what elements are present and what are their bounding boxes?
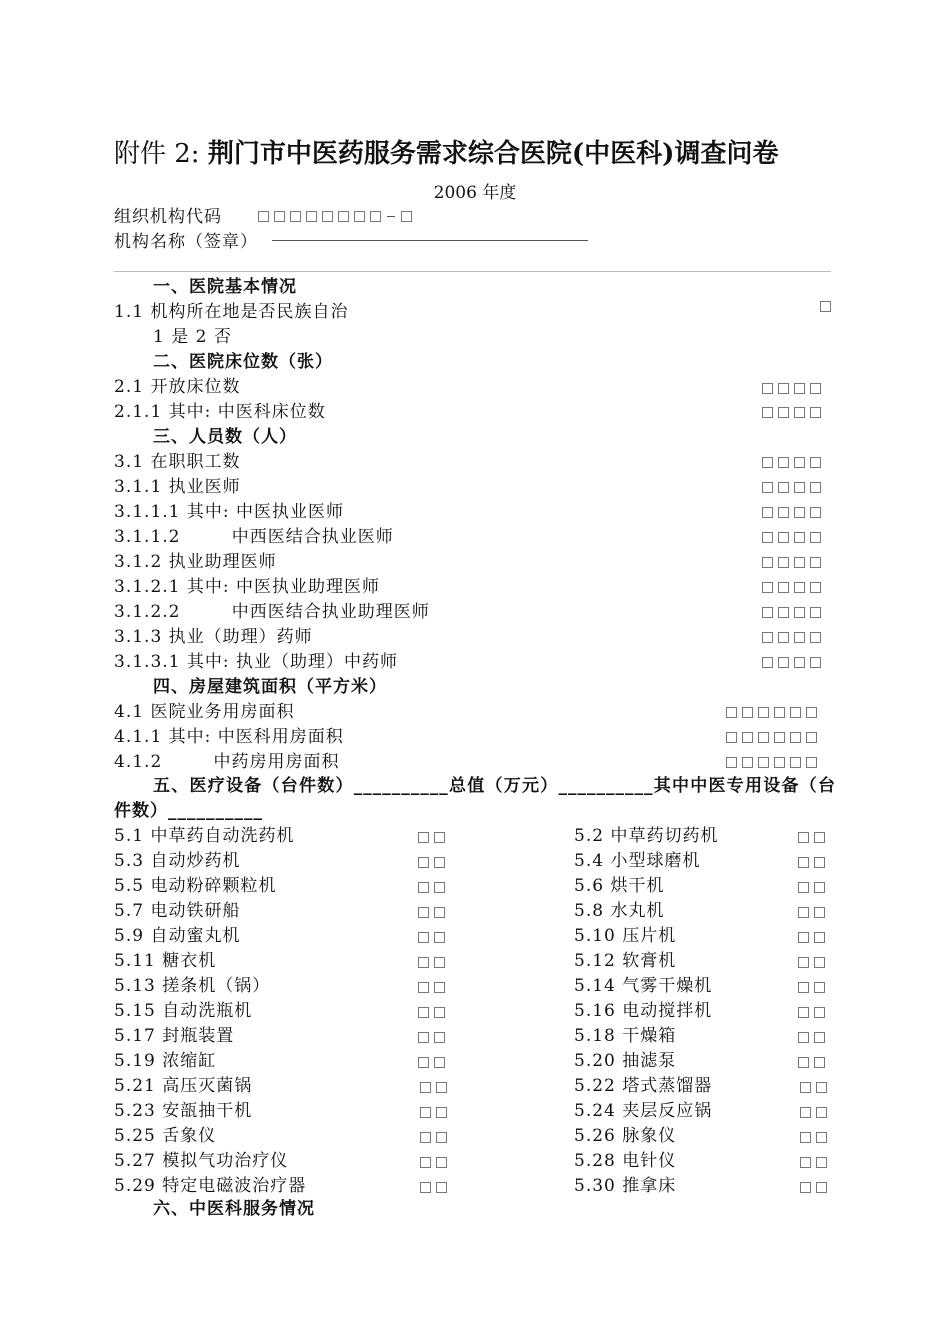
item-4-1-1: 4.1.1 其中: 中医科用房面积 (114, 727, 344, 747)
dash-separator (387, 216, 395, 217)
equipment-item-boxes[interactable] (798, 1057, 825, 1068)
org-code-boxes[interactable] (258, 211, 412, 222)
section-6-heading: 六、中医科服务情况 (153, 1199, 315, 1219)
item-1-1-box[interactable] (820, 301, 831, 312)
item-3-1-1-1: 3.1.1.1 其中: 中医执业医师 (114, 502, 345, 522)
equipment-item: 5.20 抽滤泵 (574, 1051, 677, 1071)
item-2-1-1-boxes[interactable] (762, 407, 821, 418)
equipment-item-boxes[interactable] (798, 932, 825, 943)
item-3-1-1: 3.1.1 执业医师 (114, 477, 241, 497)
equipment-item-boxes[interactable] (798, 982, 825, 993)
item-3-1-2: 3.1.2 执业助理医师 (114, 552, 277, 572)
signature-line[interactable] (272, 240, 588, 241)
item-3-1-3-1: 3.1.3.1 其中: 执业（助理）中药师 (114, 652, 399, 672)
item-3-1-boxes[interactable] (762, 457, 821, 468)
document-title (114, 133, 778, 170)
item-1-1: 1.1 机构所在地是否民族自治 (114, 302, 349, 322)
title-prefix: 附件 2: (114, 139, 208, 169)
equipment-item-boxes[interactable] (798, 907, 825, 918)
equipment-item: 5.25 舌象仪 (114, 1126, 217, 1146)
equipment-item: 5.19 浓缩缸 (114, 1051, 217, 1071)
equipment-item: 5.7 电动铁研船 (114, 901, 241, 921)
equipment-item-boxes[interactable] (800, 1082, 827, 1093)
year-label: 2006 年度 (433, 183, 517, 203)
item-3-1-3-1-boxes[interactable] (762, 657, 821, 668)
equipment-item: 5.26 脉象仪 (574, 1126, 677, 1146)
org-name-row (114, 227, 258, 252)
equipment-item: 5.22 塔式蒸馏器 (574, 1076, 713, 1096)
equipment-item: 5.14 气雾干燥机 (574, 976, 713, 996)
equipment-item-boxes[interactable] (800, 1107, 827, 1118)
equipment-item: 5.10 压片机 (574, 926, 677, 946)
section-3-heading: 三、人员数（人） (153, 427, 297, 447)
item-4-1: 4.1 医院业务用房面积 (114, 702, 295, 722)
equipment-item-boxes[interactable] (798, 1007, 825, 1018)
equipment-item-boxes[interactable] (800, 1157, 827, 1168)
item-3-1-2-2: 3.1.2.2 中西医结合执业助理医师 (114, 602, 430, 622)
equipment-item: 5.13 搓条机（锅） (114, 976, 271, 996)
equipment-item-boxes[interactable] (418, 982, 445, 993)
equipment-item: 5.23 安瓿抽干机 (114, 1101, 253, 1121)
equipment-item: 5.9 自动蜜丸机 (114, 926, 241, 946)
item-4-1-boxes[interactable] (726, 707, 817, 718)
item-4-1-1-boxes[interactable] (726, 732, 817, 743)
equipment-item-boxes[interactable] (418, 857, 445, 868)
equipment-item-boxes[interactable] (418, 1057, 445, 1068)
item-4-1-2-boxes[interactable] (726, 757, 817, 768)
item-2-1-1: 2.1.1 其中: 中医科床位数 (114, 402, 326, 422)
item-3-1-1-boxes[interactable] (762, 482, 821, 493)
equipment-item-boxes[interactable] (418, 1007, 445, 1018)
equipment-item: 5.11 糖衣机 (114, 951, 217, 971)
equipment-item-boxes[interactable] (418, 957, 445, 968)
item-3-1-2-2-boxes[interactable] (762, 607, 821, 618)
equipment-item: 5.12 软膏机 (574, 951, 677, 971)
equipment-item-boxes[interactable] (420, 1132, 447, 1143)
section-2-heading: 二、医院床位数（张） (153, 352, 333, 372)
equipment-item: 5.16 电动搅拌机 (574, 1001, 713, 1021)
equipment-item: 5.6 烘干机 (574, 876, 665, 896)
equipment-item: 5.3 自动炒药机 (114, 851, 241, 871)
equipment-item: 5.17 封瓶装置 (114, 1026, 235, 1046)
item-2-1: 2.1 开放床位数 (114, 377, 241, 397)
equipment-item-boxes[interactable] (798, 1032, 825, 1043)
section-4-heading: 四、房屋建筑面积（平方米） (153, 677, 387, 697)
equipment-item: 5.18 干燥箱 (574, 1026, 677, 1046)
equipment-item-boxes[interactable] (418, 882, 445, 893)
equipment-item: 5.21 高压灭菌锅 (114, 1076, 253, 1096)
item-1-1-options: 1 是 2 否 (153, 327, 232, 347)
item-3-1-3: 3.1.3 执业（助理）药师 (114, 627, 313, 647)
item-3-1-2-1-boxes[interactable] (762, 582, 821, 593)
equipment-item: 5.2 中草药切药机 (574, 826, 719, 846)
org-code-row (114, 202, 412, 227)
equipment-item: 5.8 水丸机 (574, 901, 665, 921)
equipment-item: 5.4 小型球磨机 (574, 851, 701, 871)
equipment-item-boxes[interactable] (798, 857, 825, 868)
equipment-item-boxes[interactable] (800, 1182, 827, 1193)
equipment-item: 5.1 中草药自动洗药机 (114, 826, 295, 846)
item-3-1-2-boxes[interactable] (762, 557, 821, 568)
item-3-1-1-1-boxes[interactable] (762, 507, 821, 518)
equipment-item-boxes[interactable] (420, 1157, 447, 1168)
org-name-label: 机构名称（签章） (114, 232, 258, 252)
title-main: 荆门市中医药服务需求综合医院(中医科)调查问卷 (207, 139, 779, 169)
equipment-item-boxes[interactable] (800, 1132, 827, 1143)
section-1-heading: 一、医院基本情况 (153, 277, 297, 297)
equipment-item: 5.15 自动洗瓶机 (114, 1001, 253, 1021)
equipment-item-boxes[interactable] (798, 832, 825, 843)
item-4-1-2: 4.1.2 中药房用房面积 (114, 752, 340, 772)
item-3-1-1-2-boxes[interactable] (762, 532, 821, 543)
equipment-item-boxes[interactable] (420, 1182, 447, 1193)
item-3-1-1-2: 3.1.1.2 中西医结合执业医师 (114, 527, 394, 547)
item-3-1-2-1: 3.1.2.1 其中: 中医执业助理医师 (114, 577, 381, 597)
equipment-item: 5.24 夹层反应锅 (574, 1101, 713, 1121)
equipment-item-boxes[interactable] (418, 1032, 445, 1043)
divider (114, 271, 831, 272)
item-3-1-3-boxes[interactable] (762, 632, 821, 643)
equipment-item: 5.27 模拟气功治疗仪 (114, 1151, 289, 1171)
equipment-item: 5.5 电动粉碎颗粒机 (114, 876, 277, 896)
equipment-item: 5.29 特定电磁波治疗器 (114, 1176, 307, 1196)
equipment-item-boxes[interactable] (418, 832, 445, 843)
equipment-item-boxes[interactable] (418, 932, 445, 943)
item-3-1: 3.1 在职职工数 (114, 452, 241, 472)
equipment-item-boxes[interactable] (420, 1082, 447, 1093)
equipment-item-boxes[interactable] (420, 1107, 447, 1118)
section-5-heading: 五、医疗设备（台件数）__________总值（万元）__________其中中医专用设备（台件数）__________ (114, 776, 836, 821)
equipment-item-boxes[interactable] (798, 957, 825, 968)
equipment-item: 5.30 推拿床 (574, 1176, 677, 1196)
item-2-1-boxes[interactable] (762, 383, 821, 394)
equipment-item-boxes[interactable] (798, 882, 825, 893)
org-code-label: 组织机构代码 (114, 207, 222, 227)
equipment-item: 5.28 电针仪 (574, 1151, 677, 1171)
equipment-item-boxes[interactable] (418, 907, 445, 918)
